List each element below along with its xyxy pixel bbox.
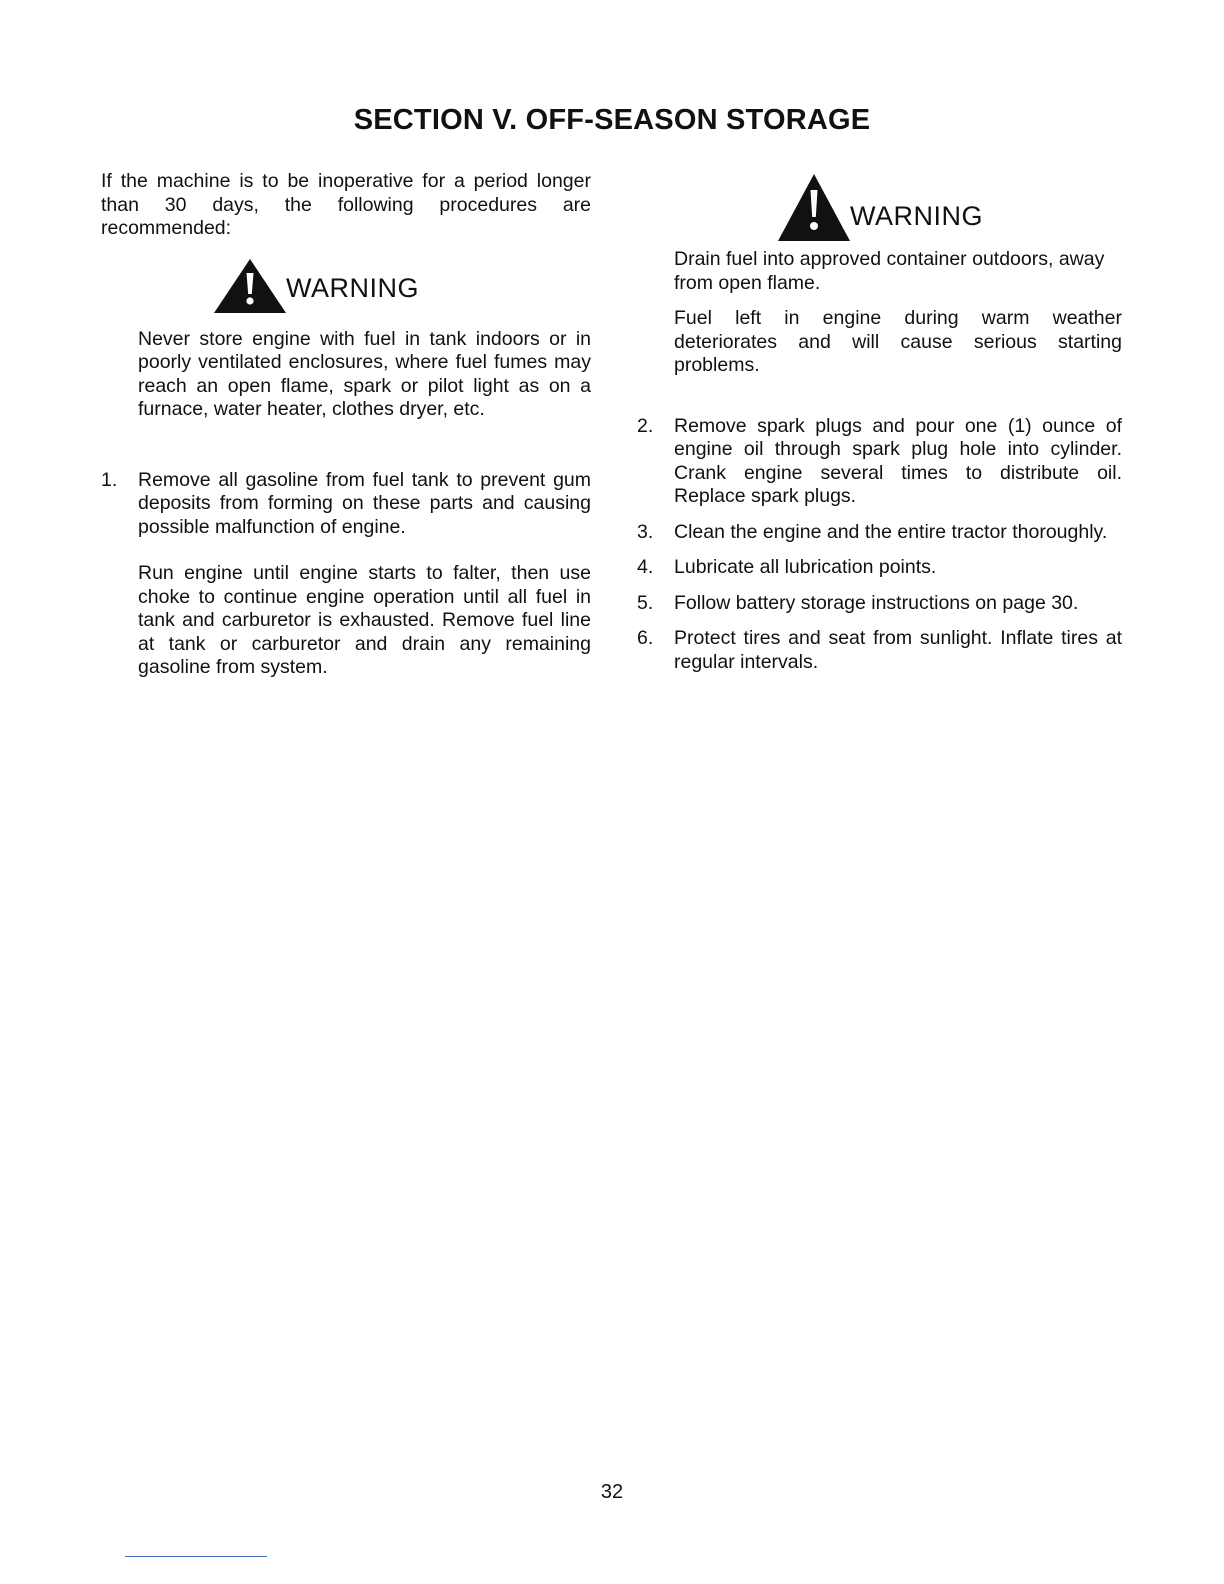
footer-rule (125, 1556, 267, 1557)
list-item (637, 521, 1122, 545)
warning-text: Never store engine with fuel in tank indoors or in poorly ventilated enclosures, where fuel fumes may reach an open flame, spark or pilot light as on a furnace, water heater, clothes dryer, etc. (138, 327, 591, 420)
warning-triangle-icon (212, 256, 288, 314)
step-number: 5. (637, 591, 654, 614)
step-number: 4. (637, 556, 654, 578)
list-item (637, 415, 1122, 509)
warning-text: Drain fuel into approved container outdoors, away from open flame. (674, 248, 1105, 294)
list-item (637, 627, 1122, 674)
step-text: Remove spark plugs and pour one (1) ounce of engine oil through spark plug hole into cylinder. Crank engine several times to distribute oil. Replace spark plugs. (674, 414, 1122, 507)
step-continued-text: Run engine until engine starts to falter, then use choke to continue engine operation until all fuel in tank and carburetor is exhausted. Remove fuel line at tank or carburetor and drain any remaining gasoline from system. (138, 562, 591, 678)
right-column (637, 170, 1122, 674)
warning-triangle-icon (776, 170, 852, 242)
step-text: Protect tires and seat from sunlight. Inflate tires at regular intervals. (674, 627, 1122, 673)
list-item (637, 556, 1122, 580)
step-text: Remove all gasoline from fuel tank to prevent gum deposits from forming on these parts and causing possible malfunction of engine. (138, 468, 591, 538)
step-text: Lubricate all lubrication points. (674, 556, 937, 578)
step-number: 2. (637, 414, 654, 437)
intro-paragraph: If the machine is to be inoperative for a period longer than 30 days, the following procedures are recommended: (101, 170, 591, 239)
left-column (101, 170, 591, 680)
list-item (637, 592, 1122, 616)
step-number: 6. (637, 627, 654, 649)
warning-label: WARNING (286, 272, 419, 303)
warning-label: WARNING (850, 201, 983, 231)
step-number: 1. (101, 468, 118, 491)
warning-text: Fuel left in engine during warm weather deteriorates and will cause serious starting problems. (674, 307, 1122, 376)
step-text: Clean the engine and the entire tractor thoroughly. (674, 520, 1108, 543)
step-number: 3. (637, 520, 654, 543)
list-item (101, 469, 591, 540)
warning-header-right (776, 170, 1122, 242)
page-number: 32 (600, 1481, 624, 1503)
step-text: Follow battery storage instructions on page 30. (674, 591, 1079, 614)
warning-header-left (212, 256, 591, 314)
page-title: SECTION V. OFF-SEASON STORAGE (353, 104, 871, 136)
